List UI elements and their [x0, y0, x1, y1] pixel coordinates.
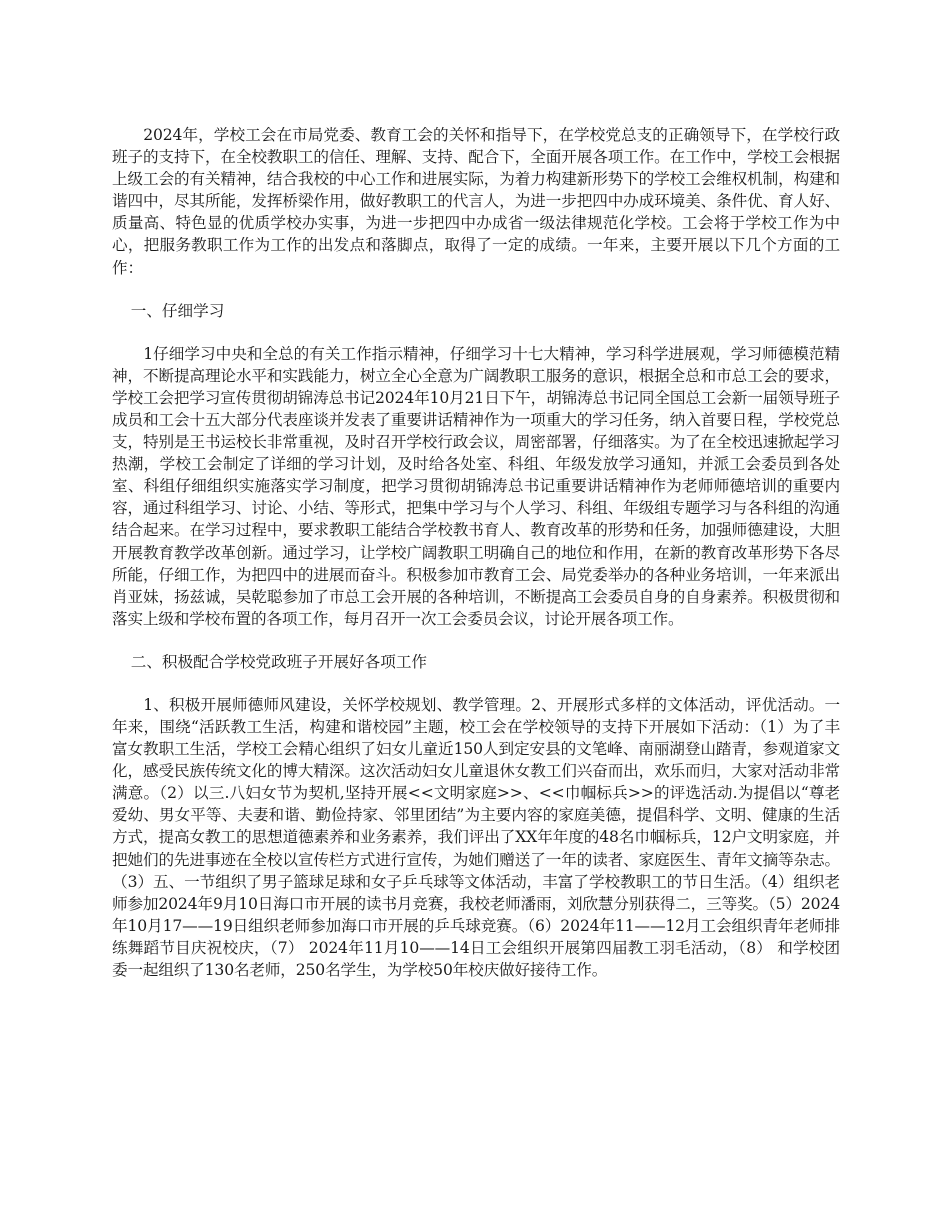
study-paragraph: 1仔细学习中央和全总的有关工作指示精神，仔细学习十七大精神，学习科学进展观，学习师德模范精神，不断提高理论水平和实践能力，树立全心全意为广阔教职工服务的意识，根据全总和市总工会的要求，学校工会把学习宣传贯彻胡锦涛总书记2024年10月21日下午，胡锦涛总书记同全国总工会新一届领导班子成员和工会十五大部分代表座谈并发表了重要讲话精神作为一项重大的学习任务，纳入首要日程，学校党总支，特别是王书运校长非常重视，及时召开学校行政会议，周密部署，仔细落实。为了在全校迅速掀起学习热潮，学校工会制定了详细的学习计划，及时给各处室、科组、年级发放学习通知，并派工会委员到各处室、科组仔细组织实施落实学习制度，把学习贯彻胡锦涛总书记重要讲话精神作为老师师德培训的重要内容，通过科组学习、讨论、小结、等形式，把集中学习与个人学习、科组、年级组专题学习与各科组的沟通结合起来。在学习过程中，要求教职工能结合学校教书育人、教育改革的形势和任务，加强师德建设，大胆开展教育教学改革创新。通过学习，让学校广阔教职工明确自己的地位和作用，在新的教育改革形势下各尽所能，仔细工作，为把四中的进展而奋斗。积极参加市教育工会、局党委举办的各种业务培训，一年来派出肖亚妹，扬兹诚，吴乾聪参加了市总工会开展的各种培训，不断提高工会委员自身的自身素养。积极贯彻和落实上级和学校布置的各项工作，每月召开一次工会委员会议，讨论开展各项工作。 — [112, 344, 840, 628]
section-heading-study: 一、仔细学习 — [130, 301, 225, 320]
cooperation-paragraph: 1、积极开展师德师风建设，关怀学校规划、教学管理。2、开展形式多样的文体活动，评优活动。一年来，围绕“活跃教工生活，构建和谐校园”主题，校工会在学校领导的支持下开展如下活动：（1）为了丰富女教职工生活，学校工会精心组织了妇女儿童近150人到定安县的文笔峰、南丽湖登山踏青，参观道家文化，感受民族传统文化的博大精深。这次活动妇女儿童退休女教工们兴奋而出，欢乐而归，大家对活动非常满意。（2）以三.八妇女节为契机,坚持开展<<文明家庭>>、<<巾帼标兵>>的评选活动.为提倡以“尊老爱幼、男女平等、夫妻和谐、勤俭持家、邻里团结”为主要内容的家庭美德，提倡科学、文明、健康的生活方式，提高女教工的思想道德素养和业务素养，我们评出了XX年年度的48名巾帼标兵，12户文明家庭，并把她们的先进事迹在全校以宣传栏方式进行宣传，为她们赠送了一年的读者、家庭医生、青年文摘等杂志。（3）五、一节组织了男子篮球足球和女子乒乓球等文体活动，丰富了学校教职工的节日生活。（4）组织老师参加2024年9月10日海口市开展的读书月竞赛，我校老师潘雨，刘欣慧分别获得二，三等奖。（5）2024年10月17——19日组织老师参加海口市开展的乒乓球竞赛。（6）2024年11——12月工会组织青年老师排练舞蹈节目庆祝校庆，（7） 2024年11月10——14日工会组织开展第四届教工羽毛活动，（8） 和学校团委一起组织了130名老师，250名学生，为学校50年校庆做好接待工作。 — [112, 695, 840, 979]
section-heading-cooperation: 二、积极配合学校党政班子开展好各项工作 — [130, 652, 428, 671]
intro-paragraph: 2024年，学校工会在市局党委、教育工会的关怀和指导下，在学校党总支的正确领导下，在学校行政班子的支持下，在全校教职工的信任、理解、支持、配合下，全面开展各项工作。在工作中，学校工会根据上级工会的有关精神，结合我校的中心工作和进展实际，为着力构建新形势下的学校工会维权机制，构建和谐四中，尽其所能，发挥桥梁作用，做好教职工的代言人，为进一步把四中办成环境美、条件优、育人好、质量高、特色显的优质学校办实事，为进一步把四中办成省一级法律规范化学校。工会将于学校工作为中心，把服务教职工作为工作的出发点和落脚点，取得了一定的成绩。一年来，主要开展以下几个方面的工作： — [112, 126, 840, 277]
document-page — [112, 124, 840, 981]
